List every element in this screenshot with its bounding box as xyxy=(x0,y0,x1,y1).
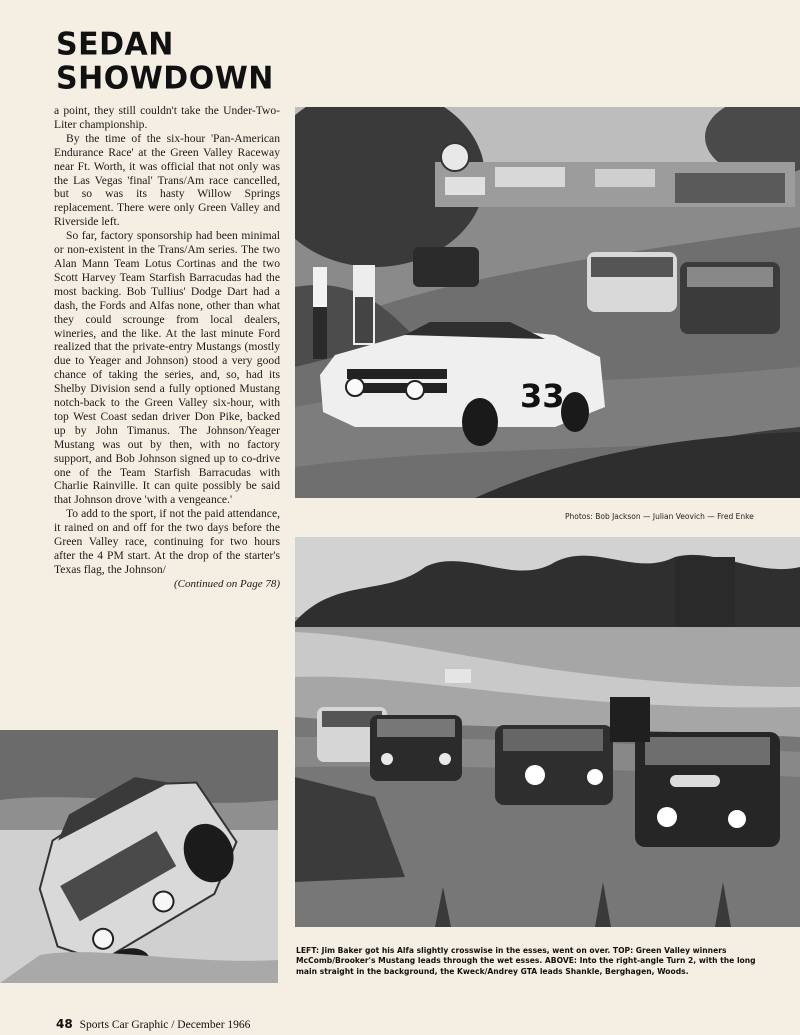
photo-alfa-crosswise xyxy=(0,730,278,983)
car-number: 33 xyxy=(520,377,565,415)
photo-credits: Photos: Bob Jackson — Julian Veovich — Fred Enke xyxy=(565,512,754,521)
article-paragraph: a point, they still couldn't take the Under-Two-Liter championship. xyxy=(54,104,280,131)
page-footer xyxy=(56,1017,250,1031)
article-column xyxy=(54,104,280,592)
headline-line-2: SHOWDOWN xyxy=(56,59,274,97)
page-number: 48 xyxy=(56,1017,73,1031)
photo-turn-2 xyxy=(295,537,800,927)
photo-caption: LEFT: Jim Baker got his Alfa slightly crosswise in the esses, went on over. TOP: Green Valley winners McComb/Brooker's Mustang leads through the wet esses. ABOVE: Into the right-angle Turn 2, with the long main straight in the background, the Kweck/Andrey GTA leads Shankle, Berghagen, Woods. xyxy=(296,946,756,976)
headline xyxy=(56,28,274,95)
article-paragraph: So far, factory sponsorship had been minimal or non-existent in the Trans/Am series. The two Alan Mann Team Lotus Cortinas and the two Scott Harvey Team Starfish Barracudas had the most backing. Bob Tullius' Dodge Dart had a dash, the Fords and Alfas none, other than what they could scrounge from local dealers, wineries, and the like. At the last minute Ford realized that the private-entry Mustangs (mostly due to Yeager and Johnson) stood a very good chance of taking the series, and, so, had its Shelby Division send a fully optioned Mustang notch-back to the Green Valley six-hour, with top West Coast sedan driver Don Pike, backed up by John Timanus. The Johnson/Yeager Mustang was out by then, with no factory support, and Bob Johnson signed up to co-drive one of the Team Starfish Barracudas with Charlie Rainville. It can quite possibly be said that Johnson drove 'with a vengeance.' xyxy=(54,229,280,507)
continued-note: (Continued on Page 78) xyxy=(173,577,280,590)
headline-line-1: SEDAN xyxy=(56,26,174,64)
publication-line: Sports Car Graphic / December 1966 xyxy=(79,1019,251,1031)
photo-wet-esses xyxy=(295,107,800,498)
article-paragraph: To add to the sport, if not the paid attendance, it rained on and off for the two days before the Green Valley race, continuing for two hours after the 4 PM start. At the drop of the starter's Texas flag, the Johnson/ xyxy=(54,507,280,576)
article-paragraph: By the time of the six-hour 'Pan-American Endurance Race' at the Green Valley Raceway near Ft. Worth, it was official that not only was the Las Vegas 'final' Trans/Am race cancelled, but so was its hasty Willow Springs replacement. There were only Green Valley and Riverside left. xyxy=(54,131,280,229)
